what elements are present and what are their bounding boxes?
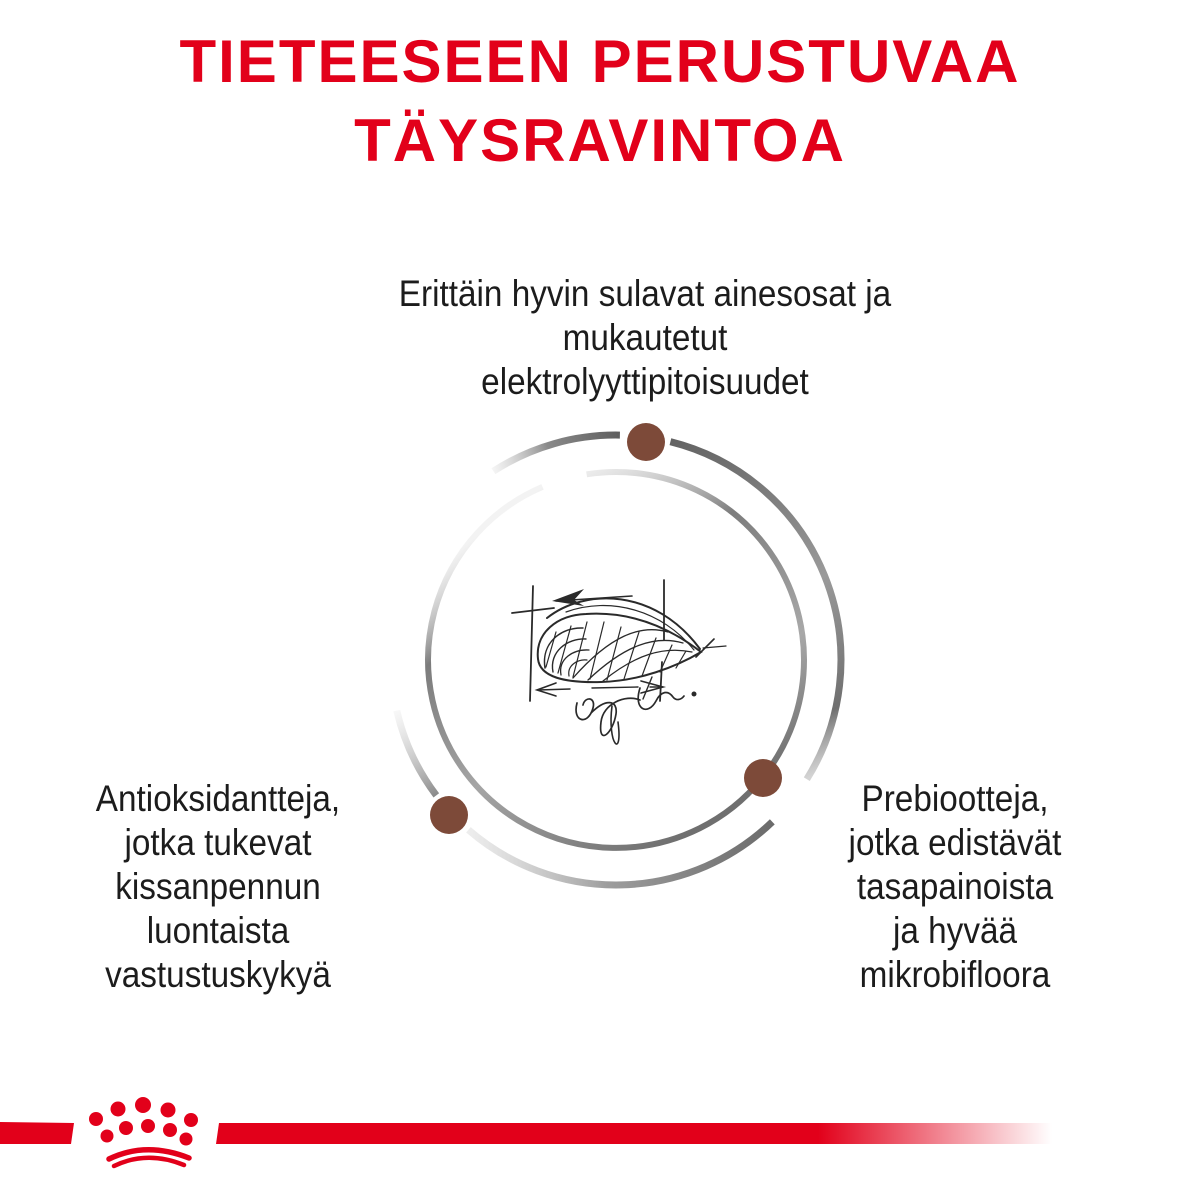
bullet-dot-top [627, 423, 665, 461]
outer-arc-right [670, 442, 841, 780]
red-bar-left-segment [0, 1122, 74, 1144]
inner-circle-arc-right [587, 472, 804, 778]
feature-text-antioxidants: Antioksidantteja, jotka tukevat kissanpennun luontaista vastustuskykyä [95, 778, 341, 995]
feature-text-digestibility: Erittäin hyvin sulavat ainesosat ja mukautetut elektrolyyttipitoisuudet [398, 273, 892, 402]
outer-arc-top-left [493, 435, 620, 471]
royal-canin-crown-logo [89, 1097, 198, 1166]
outer-arc-bottom [468, 822, 772, 885]
page-title-line-1: TIETEESEEN PERUSTUVAA [179, 28, 1021, 95]
page-title [0, 22, 1200, 180]
bullet-dot-bottom-left [430, 796, 468, 834]
digestive-sketch-icon [512, 580, 726, 744]
feature-text-prebiotics: Prebiootteja, jotka edistävät tasapainoista ja hyvää mikrobifloora [848, 778, 1062, 995]
brand-red-bar [0, 1122, 1052, 1144]
red-bar-right-segment [216, 1123, 1052, 1144]
page-title-line-2: TÄYSRAVINTOA [354, 107, 846, 174]
bullet-dots [430, 423, 782, 834]
inner-circle-arc-left [428, 487, 762, 848]
